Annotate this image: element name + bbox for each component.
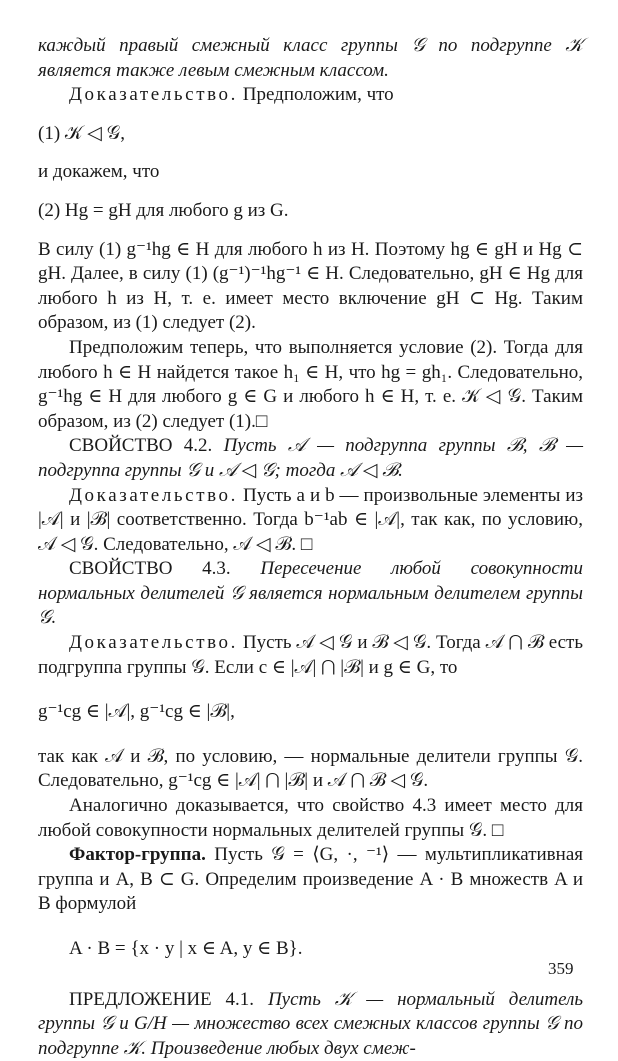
proof-heading: Доказательство. xyxy=(69,632,238,654)
proposition-4-1-statement: Пусть 𝒦 — нормальный делитель группы 𝒢 и G/H — множество всех смежных классов группы 𝒢 по подгруппе 𝒦. Произведение любых двух смеж- xyxy=(38,988,583,1059)
property-4-2 xyxy=(38,434,583,483)
proof-1-text: и докажем, что xyxy=(38,161,160,183)
page-number: 359 xyxy=(548,959,574,978)
property-4-2-statement: Пусть 𝒜 — подгруппа группы ℬ, ℬ — подгруппа группы 𝒢 и 𝒜 ◁ 𝒢; тогда 𝒜 ◁ ℬ. xyxy=(38,435,583,481)
proof-text: Предположим, что xyxy=(238,84,394,106)
formula-3: g⁻¹cg ∈ |𝒜|, g⁻¹cg ∈ |ℬ|, xyxy=(38,701,235,723)
proposition-4-1 xyxy=(38,988,583,1061)
proof-3 xyxy=(38,631,583,680)
formula-2: (2) Hg = gH для любого g из G. xyxy=(38,199,289,221)
statement-continuation xyxy=(38,34,583,83)
statement-line-2: является также левым смежным классом. xyxy=(38,59,389,81)
factor-group-text: Пусть 𝒢 = ⟨G, ·, ⁻¹⟩ — мультипликативная группа и A, B ⊂ G. Определим произведение A · B множеств A и B формулой xyxy=(38,844,583,915)
statement-line-1: каждый правый смежный класс группы 𝒢 по подгруппе 𝒦 xyxy=(38,35,583,56)
property-4-3-statement: Пересечение любой совокупности нормальных делителей 𝒢 является нормальным делителем группы 𝒢. xyxy=(38,558,583,629)
proof-1-converse: Предположим теперь, что выполняется условие (2). Тогда для любого h ∈ H найдется такое h₁ ∈ H, что hg = gh₁. Следовательно, g⁻¹hg ∈ H для любого g ∈ G и любого h ∈ H, т. е. 𝒦 ◁ 𝒢. Таким образом, из (2) следует (1).□ xyxy=(38,336,583,432)
property-4-2-label: СВОЙСТВО 4.2. xyxy=(69,435,224,457)
factor-group-paragraph xyxy=(38,843,583,917)
formula-1: (1) 𝒦 ◁ 𝒢, xyxy=(38,122,125,144)
property-4-3-label: СВОЙСТВО 4.3. xyxy=(69,558,261,580)
proof-1-paragraph: В силу (1) g⁻¹hg ∈ H для любого h из H. Поэтому hg ∈ gH и Hg ⊂ gH. Далее, в силу (1) (g⁻¹)⁻¹hg⁻¹ ∈ H. Следовательно, gH ∈ Hg для любого h из H, т. е. имеет место включение gH ⊂ Hg. Таким образом, из (1) следует (2). xyxy=(38,238,583,334)
proof-heading: Доказательство. xyxy=(69,84,238,106)
proof-heading: Доказательство. xyxy=(69,484,238,506)
proof-3-conclusion: так как 𝒜 и ℬ, по условию, — нормальные делители группы 𝒢. Следовательно, g⁻¹cg ∈ |𝒜| ⋂ |ℬ| и 𝒜 ⋂ ℬ ◁ 𝒢. xyxy=(38,745,583,792)
text-column xyxy=(38,34,583,1061)
property-4-3 xyxy=(38,557,583,631)
proof-2 xyxy=(38,484,583,558)
proof-1-intro xyxy=(38,83,583,108)
proof-text: Пусть a и b — произвольные элементы из |𝒜| и |ℬ| соответственно. Тогда b⁻¹ab ∈ |𝒜|, так как, по условию, 𝒜 ◁ 𝒢. Следовательно, 𝒜 ◁ ℬ. □ xyxy=(38,484,583,555)
factor-group-heading: Фактор-группа. xyxy=(69,844,206,866)
proof-text: Пусть 𝒜 ◁ 𝒢 и ℬ ◁ 𝒢. Тогда 𝒜 ⋂ ℬ есть подгруппа группы 𝒢. Если c ∈ |𝒜| ⋂ |ℬ| и g ∈ G, то xyxy=(38,632,583,678)
remark-paragraph: Аналогично доказывается, что свойство 4.3 имеет место для любой совокупности нормальных делителей группы 𝒢. □ xyxy=(38,795,583,841)
formula-product: A · B = {x · y | x ∈ A, y ∈ B}. xyxy=(69,938,303,959)
proposition-4-1-label: ПРЕДЛОЖЕНИЕ 4.1. xyxy=(69,988,268,1010)
